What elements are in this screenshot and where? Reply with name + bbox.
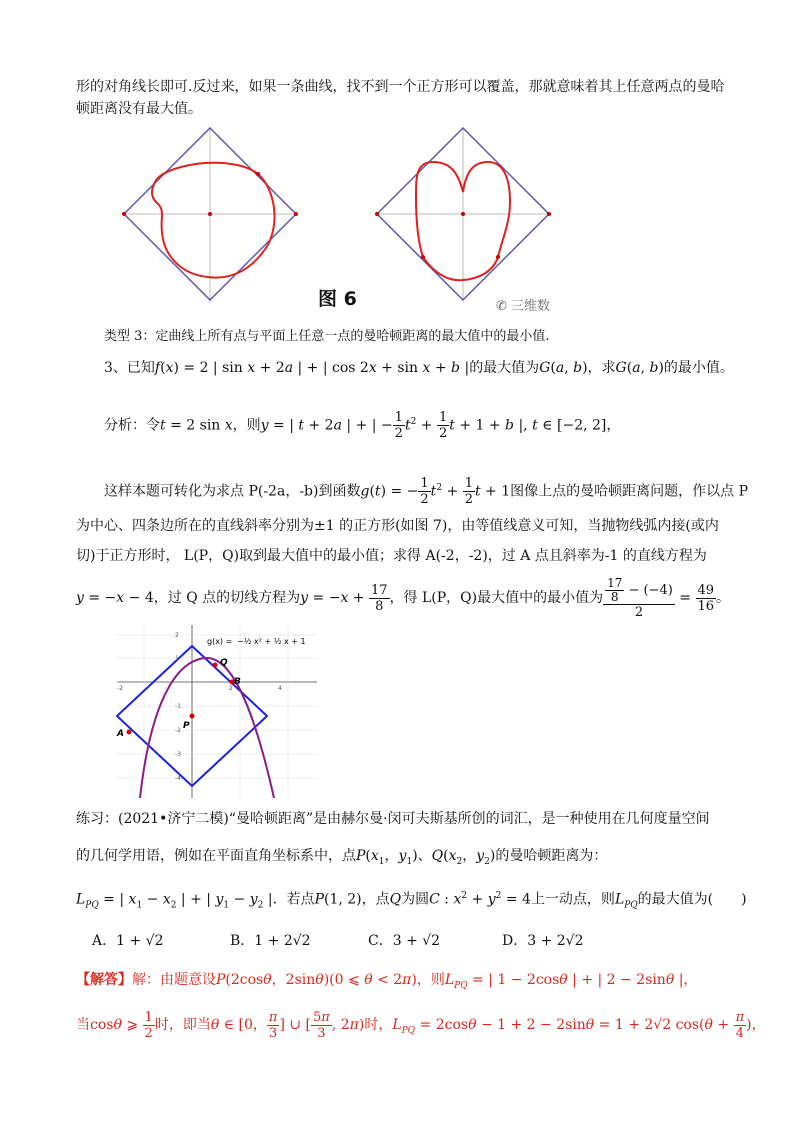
x-tick-1: -2 xyxy=(117,685,123,692)
legend-label: g(x) = xyxy=(207,637,233,646)
problem-middle: 的最大值为 xyxy=(469,360,540,376)
para1: 这样本题可转化为求点 P(-2a，-b)到函数g(t) = − $\frac{1}{2}$ $t^2$ + $\frac{1}{2}$ t + 1图像上点的曼哈顿距离问题，作以点 P xyxy=(104,476,749,508)
problem-3: 3、已知f(x) = 2 | sin x + 2a | + | cos 2x + sin x + b |的最大值为G(a, b)，求G(a, b)的最小值。 xyxy=(104,360,734,376)
figure6-right xyxy=(375,127,551,302)
answer-line-1-a: 解：由题意设 xyxy=(132,972,216,988)
exercise-line-2-b: 的曼哈顿距离为： xyxy=(495,848,608,864)
x-tick-3: 4 xyxy=(278,685,282,692)
para4-b: ，得 L(P，Q)最大值中的最小值为 xyxy=(389,590,604,606)
exercise-line-3-c: 为圆 xyxy=(401,891,430,908)
problem-formula: f xyxy=(154,360,161,376)
exercise-line-1: 练习：(2021•济宁二模)“曼哈顿距离”是由赫尔曼·闵可夫斯基所创的词汇，是一种使用在几何度量空间 xyxy=(76,811,710,827)
exercise-line-3-e: 的最大值为( ) xyxy=(637,891,747,908)
y-tick-5: -3 xyxy=(175,751,181,758)
analysis-line: 分析：令t = 2 sin x，则y = | t + 2a | + | − $\frac{1}{2}$ $t^2$ + $\frac{1}{2}$ t + 1 + b |, t ∈ [−2, 2]， xyxy=(104,410,621,442)
option-c[interactable]: C．3 + √2 xyxy=(368,933,441,949)
para2: 为中心、四条边所在的直线斜率分别为±1 的正方形(如图 7)，由等值线意义可知，当抛物线弧内接(或内 xyxy=(76,518,719,534)
answer-line-2-c: 时， xyxy=(364,1017,393,1033)
point-a: A xyxy=(117,729,124,739)
intro-line-1: 形的对角线长即可.反过来，如果一条曲线，找不到一个正方形可以覆盖，那就意味着其上任意两点的曼哈 xyxy=(76,79,725,95)
answer-line-2-b: 时，即当 xyxy=(154,1017,211,1033)
watermark-text: 三维数 xyxy=(511,299,551,314)
problem-suffix: 的最小值。 xyxy=(663,360,734,376)
figure6-left xyxy=(122,127,298,302)
exercise-line-3-a: ．若点 xyxy=(272,891,315,908)
frac-half-3: $\frac{1}{2}$ xyxy=(420,476,429,508)
answer-line-2-a: 当 xyxy=(76,1017,90,1033)
para1-b: 图像上点的曼哈顿距离问题，作以点 P xyxy=(510,483,749,500)
point-b: B xyxy=(234,677,241,687)
para4-a: ，过 Q 点的切线方程为 xyxy=(153,590,301,606)
frac-pi-3: $\frac{\pi}{3}$ xyxy=(268,1009,278,1041)
para1-a: 这样本题可转化为求点 P(-2a，-b)到函数 xyxy=(104,483,361,500)
frac-17-8: $\frac{17}{8}$ xyxy=(370,582,388,614)
answer-tag: 【解答】 xyxy=(76,972,132,988)
figure-6 xyxy=(118,122,558,308)
type3-heading: 类型 3：定曲线上所有点与平面上任意一点的曼哈顿距离的最大值中的最小值. xyxy=(104,329,550,344)
problem-mid2: ，求 xyxy=(587,360,616,376)
frac-half-answer: $\frac{1}{2}$ xyxy=(144,1009,153,1041)
figure6-caption: 图 6 xyxy=(318,288,357,310)
analysis-prefix: 分析：令 xyxy=(104,417,160,434)
y-tick-2: 1 xyxy=(175,655,179,662)
y-tick-3: -1 xyxy=(175,703,181,710)
frac-pi-4: $\frac{\pi}{4}$ xyxy=(735,1009,745,1041)
x-tick-2: 2 xyxy=(229,685,233,692)
problem-prefix: 3、已知 xyxy=(104,360,155,376)
frac-result: $\frac{17}{8}$ − (−4) 2 xyxy=(603,577,675,620)
para3: 切)于正方形时， L(P，Q)取到最大值中的最小值；求得 A(-2，-2)，过 A 点且斜率为-1 的直线方程为 xyxy=(76,548,707,564)
answer-line-1: 【解答】解：由题意设P(2cosθ，2sinθ)(0 ⩽ θ < 2π)，则$L_{PQ}$ = | 1 − 2cosθ | + | 2 − 2sinθ |， xyxy=(76,972,698,991)
frac-half-2: $\frac{1}{2}$ xyxy=(438,410,448,442)
y-tick-6: -4 xyxy=(175,775,181,782)
figure-7 xyxy=(112,620,322,798)
para4: y = −x − 4，过 Q 点的切线方程为y = −x + $\frac{17}{8}$ ，得 L(P，Q)最大值中的最小值为 $\frac{17}{8}$ − (−4) 2 = $\frac{49}{16}$ 。 xyxy=(76,575,731,620)
frac-49-16: $\frac{49}{16}$ xyxy=(697,582,715,614)
exercise-line-2-a: 的几何学用语，例如在平面直角坐标系中，点 xyxy=(76,848,356,864)
answer-line-2: 当cosθ ⩾ $\frac{1}{2}$ 时，即当θ ∈ [0， $\frac{\pi}{3}$ ] ∪ [ $\frac{5\pi}{3}$ , 2π)时，$L_{PQ} = 2\cos\theta - 1 + 2 - 2\sin\theta = 1 + 2√2$ cos(θ + $\frac{\pi}{4}$ )， xyxy=(76,1009,766,1041)
frac-5pi-3: $\frac{5\pi}{3}$ xyxy=(313,1009,330,1041)
exercise-line-2: 的几何学用语，例如在平面直角坐标系中，点$P(x_1$，$y_1$)、$Q(x_2$，$y_2$)的曼哈顿距离为： xyxy=(76,848,608,867)
legend-formula: −½ x² + ½ x + 1 xyxy=(237,637,306,646)
option-a[interactable]: A．1 + √2 xyxy=(92,933,164,949)
watermark xyxy=(496,295,550,314)
option-b[interactable]: B．1 + 2√2 xyxy=(230,933,311,949)
y-tick-1: 2 xyxy=(175,632,179,639)
exercise-line-3-b: ，点 xyxy=(361,891,390,908)
analysis-mid: ，则 xyxy=(232,417,261,434)
watermark-icon: ✆ xyxy=(496,299,512,314)
answer-line-1-b: ，则 xyxy=(416,972,445,988)
y-tick-4: -2 xyxy=(175,727,181,734)
intro-line-2: 顿距离没有最大值。 xyxy=(76,101,202,117)
frac-half-1: $\frac{1}{2}$ xyxy=(394,410,403,442)
exercise-line-3: $L_{PQ}$ = | $x_1 - x_2$ | + | $y_1 - y_2$ |．若点P(1, 2)，点Q为圆C : $x^2 + y^2 = 4$上一动点，则$L_{PQ}$的最大值为( ) xyxy=(76,891,747,911)
point-p: P xyxy=(183,721,190,731)
frac-half-4: $\frac{1}{2}$ xyxy=(464,476,473,508)
point-q: Q xyxy=(220,658,228,668)
exercise-line-3-d: 上一动点，则 xyxy=(530,891,615,908)
option-d[interactable]: D．3 + 2√2 xyxy=(502,933,584,949)
